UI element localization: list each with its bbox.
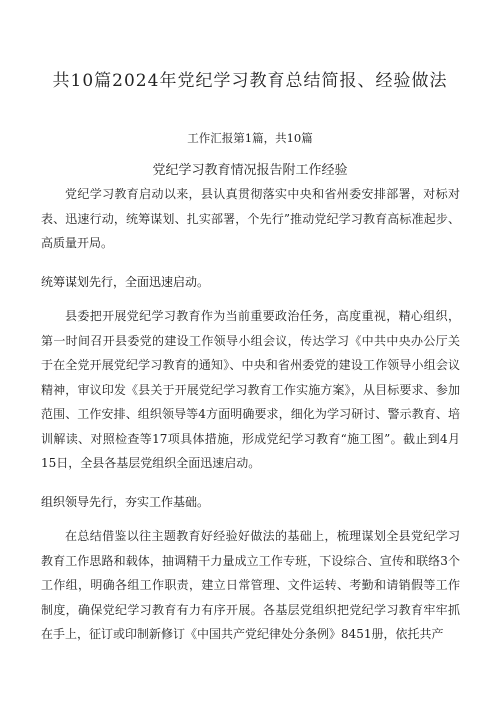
paragraph-section-2: 在总结借鉴以往主题教育好经验好做法的基础上，梳理谋划全县党纪学习教育工作思路和载体，抽调精干力量成立工作专班，下设综合、宣传和联络3个工作组，明确各组工作职责，建立日常管理、文件运转、考勤和请销假等工作制度，确保党纪学习教育有力有序开展。各基层党组织把党纪学习教育牢牢抓在手上，征订或印制新修订《中国共产党纪律处分条例》8451册，依托共产 [41, 529, 460, 641]
spacer [41, 256, 460, 270]
section-heading-1: 统筹谋划先行，全面迅速启动。 [41, 274, 210, 289]
spacer [41, 476, 460, 490]
document-title: 共10篇2024年党纪学习教育总结简报、经验做法 [52, 71, 448, 91]
paragraph-intro: 党纪学习教育启动以来，县认真贯彻落实中央和省州委安排部署，对标对表、迅速行动，统筹谋划、扎实部署，个先行”推动党纪学习教育高标准起步、高质量开局。 [41, 187, 460, 250]
spacer [41, 294, 460, 304]
document-body [41, 182, 460, 647]
spacer [41, 514, 460, 524]
document-subtitle: 工作汇报第1篇，共10篇 [187, 131, 313, 145]
paragraph-section-1: 县委把开展党纪学习教育作为当前重要政治任务，高度重视，精心组织，第一时间召开县委党的建设工作领导小组会议，传达学习《中共中央办公厅关于在全党开展党纪学习教育的通知》、中央和省州委党的建设工作领导小组会议精神，审议印发《县关于开展党纪学习教育工作实施方案》，从目标要求、参加范围、工作安排、组织领导等4方面明确要求，细化为学习研讨、警示教育、培训解读、对照检查等17项具体措施，形成党纪学习教育“施工图”。截止到4月15日，全县各基层党组织全面迅速启动。 [41, 309, 460, 470]
report-title: 党纪学习教育情况报告附工作经验 [152, 163, 348, 178]
section-heading-2: 组织领导先行，夯实工作基础。 [41, 494, 210, 509]
